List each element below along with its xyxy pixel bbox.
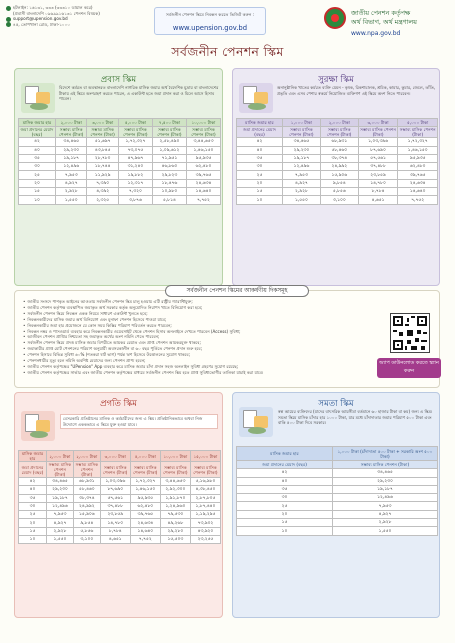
registration-box [154, 7, 266, 35]
pension-value-cell: ৯৫,৯৩৫ [398, 154, 438, 162]
progoti-rows [19, 478, 221, 544]
pension-value-cell: ৩৪,৪৬৫ [283, 138, 321, 146]
probash-table [18, 118, 221, 205]
probash-pension-header: সম্ভাব্য মাসিক পেনশন (টাকা) [186, 127, 220, 138]
term-years-cell: ৪২ [237, 469, 333, 477]
feature-text: • পেনশন হিসাবে বিভিন্ন সুবিধা ৬০% (শতকরা ষাট ভাগ) পর্যন্ত ঋণ হিসেবে উত্তোলনের সুযোগ থাকবে; [27, 352, 191, 358]
pension-value-cell: ১৯,১৮৭ [56, 154, 87, 162]
expat-text: (প্রবাসী বাংলাদেশি ০৯৬৯৯১৬১৩১ পেনশন বিষয়ক) [13, 10, 100, 16]
probash-pension-header: সম্ভাব্য মাসিক পেনশন (টাকা) [152, 127, 186, 138]
email-icon [6, 17, 11, 22]
pension-value-cell: ১৯,১৮৭ [47, 494, 74, 502]
term-years-cell: ৪০ [19, 486, 47, 494]
term-years-cell: ১০ [237, 196, 283, 204]
table-row [237, 519, 438, 527]
pension-value-cell: ২,৯২৮ [283, 188, 321, 196]
pension-value-cell: ৫৭,৫৬১ [100, 494, 130, 502]
pension-value-cell: ২৪,৬৩৪ [130, 519, 160, 527]
progoti-panel [14, 392, 223, 618]
feature-text: • জাতীয় সংসদে পাশকৃত আইনের আওতায় সর্বজনীন পেনশন স্কিম চালু হওয়ায় এটি রাষ্ট্রীয় গ্যারান্টিযুক্ত; [27, 299, 193, 304]
pension-value-cell: ৪,৩৯২ [87, 188, 118, 196]
pension-value-cell: ৭,৯৫৩ [47, 511, 74, 519]
pension-value-cell: ১৪,৭৮০ [100, 519, 130, 527]
feature-text: • জাতীয় পেনশন কর্তৃপক্ষের সার্ভার এবং জাতীয় পেনশন কর্তৃপক্ষের মাধ্যমে সর্বজনীন পেনশন স্কিম হতে প্রাপ্ত সুবিধাভোগীর তালিকা যাচাই করা যাবে। [27, 369, 264, 375]
probash-pension-header: সম্ভাব্য মাসিক পেনশন (টাকা) [56, 127, 87, 138]
surokkha-pension-header: সম্ভাব্য মাসিক পেনশন (টাকা) [399, 127, 436, 138]
email-link[interactable]: support@upension.gov.bd [13, 16, 68, 22]
progoti-rate-col: ৫,০০০ টাকা [130, 451, 160, 462]
progoti-pension-header: সম্ভাব্য মাসিক পেনশন (টাকা) [73, 462, 100, 478]
pension-value-cell: ২৮,৭৮০ [87, 154, 118, 162]
pension-value-cell: ৩,৪৪,৬৫৩ [160, 478, 190, 486]
table-row [19, 154, 221, 162]
table-row [237, 163, 438, 171]
app-download-caption: অ্যাপ ডাউনলোড করতে স্ক্যান করুন [377, 358, 441, 378]
term-years-cell: ২৫ [237, 502, 333, 510]
pension-value-cell: ১,৫৫০ [283, 196, 321, 204]
surokkha-title: সুরক্ষা স্কিম [318, 75, 354, 85]
pension-value-cell: ৪,৯২৭ [47, 519, 74, 527]
surokkha-pension-header: সম্ভাব্য মাসিক পেনশন (টাকা) [360, 127, 397, 138]
pension-value-cell: ১,১৯,২৯৫ [190, 511, 220, 519]
pension-value-cell: ২৪,৬৩৪ [186, 179, 220, 187]
pension-value-cell: ৪,৯২৭ [333, 510, 438, 518]
pension-value-cell: ২৩,৮৫৯ [100, 511, 130, 519]
feature-text: • জাতীয় পেনশন কর্তৃপক্ষ ব্যবস্থাপিত জমাকৃত অর্থ সরকার কর্তৃক অনুমোদিত নিরাপদ খাতে বিনিয়োগ করা হবে; [27, 304, 203, 310]
pension-value-cell: ৬২,৪৮০ [130, 502, 160, 510]
pension-value-cell: ৪৩,৮৪৫ [87, 146, 118, 154]
samata-title: সমতা স্কিম [318, 399, 354, 409]
feature-item [23, 370, 365, 376]
term-years-cell: ৪২ [19, 138, 56, 146]
samata-rows [237, 469, 438, 535]
family-illustration-icon [239, 407, 273, 437]
term-years-cell: ১৫ [19, 188, 56, 196]
progoti-rate-header: মাসিক জমার হার [19, 451, 47, 462]
pension-value-cell: ৫,৮৫৬ [320, 188, 358, 196]
pension-value-cell: ২৯,২৩০ [47, 486, 74, 494]
table-row [19, 163, 221, 171]
pension-value-cell: ২৪,৯৯২ [73, 502, 100, 510]
surokkha-rate-col: ১,০০০ টাকা [283, 119, 321, 127]
pension-value-cell: ১৯,৮৮২ [118, 171, 152, 179]
pension-value-cell: ২,৫৮,৪৯০ [152, 138, 186, 146]
surokkha-description: অনানুষ্ঠানিক খাতের কর্মরত ব্যক্তি যেমন - কৃষক, রিকশাচালক, শ্রমিক, কামার, কুমার, জেলে, তাঁতি, প্রভৃতি এবং এসব পেশার স্বকর্মে নিয়োজিত ব্যক্তিগণ এই স্কিমে অংশ নিতে পারবেন। [277, 85, 436, 96]
progoti-rate-col: ৩,০০০ টাকা [100, 451, 130, 462]
pension-value-cell: ৩,৪৪,৬৫৩ [186, 138, 220, 146]
table-row [237, 196, 438, 204]
pension-value-cell: ২৯,২৮০ [160, 527, 190, 535]
features-box [14, 290, 440, 388]
pension-value-cell: ১২,৪৯৬ [47, 502, 74, 510]
progoti-pension-header: সম্ভাব্য মাসিক পেনশন (টাকা) [190, 462, 220, 478]
pension-value-cell: ১৪,৭৮০ [358, 179, 398, 187]
samata-term-header: জমা প্রদানের মেয়াদ (বছর) [237, 461, 333, 469]
pension-value-cell: ৭,৭৫২ [130, 536, 160, 544]
progoti-pension-header: সম্ভাব্য মাসিক পেনশন (টাকা) [47, 462, 74, 478]
features-list [23, 299, 365, 376]
probash-rate-col: ৫,০০০ টাকা [118, 119, 152, 127]
table-row [237, 469, 438, 477]
samata-description: স্বল্প আয়ের ব্যক্তিদের (যাদের বাৎসরিক আয়সীমা বর্তমানে ৬০ হাজার টাকা বা কম) জন্য এ স্কিম। সমতা স্কিমে মাসিক চাঁদার হার ১০০০ টাকা, যার মধ্যে চাঁদাদাতার জমার পরিমাণ ৫০০ টাকা এবং বাকি ৫০০ টাকা দিবে সরকার। [278, 409, 433, 426]
pension-value-cell: ৪৭,৯৬৭ [118, 154, 152, 162]
phone-icon [6, 6, 11, 11]
probash-description: বিদেশে কর্মরত বা অবস্থানরত বাংলাদেশি নাগরিক মাসিক জমার অর্থ বৈদেশিক মুদ্রায় বা বাংলাদেশের টাকায় এই স্কিমে অংশগ্রহণ করতে পারেন, এ একাউন্ট হতে জমা প্রদান করা ও মিলে আসে হিসাব পাবেন। [59, 85, 219, 102]
features-title: সর্বজনীন পেনশন স্কিমের আকর্ষণীয় দিকসমূহ [165, 285, 309, 297]
pension-value-cell: ৩৮,৩৭৪ [320, 154, 358, 162]
table-row [237, 179, 438, 187]
pension-value-cell: ২৩,২৫৫ [190, 536, 220, 544]
term-years-cell: ১৫ [237, 519, 333, 527]
probash-rate-col: ৩,০০০ টাকা [87, 119, 118, 127]
pension-value-cell: ১৮,৭৪৪ [87, 163, 118, 171]
probash-rate-col: ২,০০০ টাকা [56, 119, 87, 127]
pension-value-cell: ২৪,৬৩৪ [398, 179, 438, 187]
probash-pension-header: সম্ভাব্য মাসিক পেনশন (টাকা) [87, 127, 118, 138]
pension-value-cell: ১২,৪৯৬ [333, 494, 438, 502]
pension-value-cell: ৭৩,৯০২ [190, 519, 220, 527]
pension-value-cell: ১০,৯৮০ [152, 188, 186, 196]
feature-text: • নিবন্ধনকারীদের মাসিক জমার অর্থ বিনিয়োগ এবং মুনাফা পেনশন হিসেবে পাওয়া যাবে; [27, 316, 167, 322]
pension-value-cell: ৭,৯৫৩ [56, 171, 87, 179]
table-row [19, 527, 221, 535]
term-years-cell: ৪০ [19, 146, 56, 154]
probash-panel [14, 68, 223, 286]
table-row [19, 478, 221, 486]
pension-value-cell: ১৫,৯০৬ [320, 171, 358, 179]
progoti-term-header: জমা প্রদানের মেয়াদ (বছর) [19, 462, 47, 478]
pension-value-cell: ৩৪,৪৬৫ [333, 469, 438, 477]
pension-value-cell: ৭,৯৫৩ [283, 171, 321, 179]
pension-value-cell: ৪৩,৯২০ [190, 527, 220, 535]
progoti-pension-header: সম্ভাব্য মাসিক পেনশন (টাকা) [130, 462, 160, 478]
progoti-description: বেসরকারি প্রতিষ্ঠানের মালিক ও কর্মচারীদের জন্য এ স্কিম। প্রতিষ্ঠানিকভাবে অথবা নিজ উদ্যোগে এককভাবে এ স্কিমে যুক্ত হওয়া যাবে। [60, 414, 218, 429]
pension-value-cell: ১৮,৪৭৬ [152, 179, 186, 187]
probash-title: প্রবাস স্কিম [100, 75, 137, 85]
pension-value-cell: ১৯,১৮৭ [333, 485, 438, 493]
surokkha-rows [237, 138, 438, 204]
samata-rate-header: মাসিক জমার হার [237, 447, 333, 461]
pension-value-cell: ৫,৮১৪ [152, 196, 186, 204]
surokkha-rate-col: ৩,০০০ টাকা [358, 119, 398, 127]
pension-value-cell: ৭,৩২০ [118, 188, 152, 196]
pension-value-cell: ৩৪,৪৬৫ [56, 138, 87, 146]
term-years-cell: ৩৫ [237, 485, 333, 493]
term-years-cell: ৩৫ [19, 154, 56, 162]
feature-text: • সর্বজনীন পেনশন স্কিমে নিবন্ধন একক নিয়মে সাধারণ একাউন্ট খুলতে হবে; [27, 310, 148, 316]
table-row [19, 511, 221, 519]
feature-text: • আজীবন পেনশন প্রাপ্তির নিশ্চয়তা সহ জমাকৃত অর্থের অংশ নমিনি পেতে পারবেন; [27, 334, 160, 340]
probash-rate-col: ১০,০০০ টাকা [186, 119, 220, 127]
pension-value-cell: ১,৫৫০ [56, 196, 87, 204]
pension-value-cell: ৭,৯৫৩ [333, 502, 438, 510]
pension-value-cell: ৩১,২৪০ [118, 163, 152, 171]
pension-value-cell: ৮৭,৬৯০ [358, 146, 398, 154]
table-row [19, 486, 221, 494]
pension-value-cell: ৫৮,৪৬০ [73, 486, 100, 494]
term-years-cell: ৩০ [237, 494, 333, 502]
table-row [237, 527, 438, 535]
pension-value-cell: ৮৭,৬৯০ [100, 486, 130, 494]
surokkha-term-header: জমা প্রদানের মেয়াদ (বছর) [237, 127, 283, 138]
term-years-cell: ১৫ [19, 527, 47, 535]
term-years-cell: ৩৫ [237, 154, 283, 162]
progoti-rate-col: ২,০০০ টাকা [73, 451, 100, 462]
samata-panel [232, 392, 440, 618]
pension-value-cell: ৮,৭৮৪ [358, 188, 398, 196]
pension-value-cell: ৩৯,৭৬৫ [398, 171, 438, 179]
pension-value-cell: ১,৭২,৩২৭ [118, 138, 152, 146]
address-row [6, 22, 124, 28]
surokkha-rate-col: ২,০০০ টাকা [320, 119, 358, 127]
term-years-cell: ১০ [19, 536, 47, 544]
term-years-cell: ২০ [19, 519, 47, 527]
pension-value-cell: ৮,৭৮৪ [100, 527, 130, 535]
samata-rate-col: ১,০০০ টাকা (চাঁদাদাতা ৫০০ টাকা + সরকারি অংশ ৫০০ টাকা) [333, 447, 438, 461]
pension-value-cell: ২৩,৮৫৯ [358, 171, 398, 179]
samata-pension-header: সম্ভাব্য মাসিক পেনশন (টাকা) [333, 461, 438, 469]
pension-value-cell: ৫৮,৪৬০ [320, 146, 358, 154]
pension-value-cell: ৪,৬৫১ [358, 196, 398, 204]
samata-table [236, 446, 438, 536]
workers-illustration-icon [239, 83, 273, 113]
feature-text: • নিবন্ধন নম্বর ও পাসওয়ার্ড ব্যবহার করে নিবন্ধনকারীর ওয়েবসাইট থেকে পেনশন হিসাব অনলাইনে দেখতে পারবেন (Access) সুবিধা; [27, 328, 241, 334]
table-row [237, 485, 438, 493]
table-row [19, 138, 221, 146]
term-years-cell: ২৫ [19, 511, 47, 519]
term-years-cell: ৪২ [19, 478, 47, 486]
pension-value-cell: ২৯,৮২৩ [152, 171, 186, 179]
term-years-cell: ২৫ [19, 171, 56, 179]
pension-value-cell: ২৯,২৩০ [56, 146, 87, 154]
term-years-cell: ১৫ [237, 188, 283, 196]
pension-value-cell: ৫,৮৫৬ [73, 527, 100, 535]
pension-value-cell: ১,৭২,৩২৭ [398, 138, 438, 146]
hotline-text: হটলাইন: ১৬১৩১, ৩৩৩ (৩৩৩১০ ডায়াল করে) [13, 5, 93, 10]
authority-block [324, 5, 449, 39]
pension-value-cell: ২৪,৯৯২ [320, 163, 358, 171]
pension-value-cell: ১৪,৬৪০ [130, 527, 160, 535]
pension-value-cell: ১,৪৬,১৫০ [130, 486, 160, 494]
pension-value-cell: ২,৯২৮ [56, 188, 87, 196]
qr-code-icon[interactable] [390, 313, 430, 353]
probash-term-header: জমা প্রদানের মেয়াদ (বছর) [19, 127, 56, 138]
pension-value-cell: ৩৯,৭৬৫ [130, 511, 160, 519]
npa-link[interactable]: www.npa.gov.bd [351, 30, 401, 37]
pension-value-cell: ১৯,১৮৭ [283, 154, 321, 162]
term-years-cell: ৩০ [19, 502, 47, 510]
pension-value-cell: ২,৮৭,৮০৫ [190, 494, 220, 502]
pension-value-cell: ৬৮,৯৩১ [320, 138, 358, 146]
pension-value-cell: ১১,৯২৯ [87, 171, 118, 179]
pension-value-cell: ১,০৩,৩৯৬ [358, 138, 398, 146]
pension-value-cell: ২,৯২৮ [333, 519, 438, 527]
probash-rate-col: ৭,৫০০ টাকা [152, 119, 186, 127]
table-row [237, 510, 438, 518]
table-row [237, 171, 438, 179]
table-row [19, 171, 221, 179]
probash-pension-header: সম্ভাব্য মাসিক পেনশন (টাকা) [118, 127, 152, 138]
table-row [19, 188, 221, 196]
table-row [19, 146, 221, 154]
pension-value-cell: ১,৪৬,১৫০ [186, 146, 220, 154]
ministry-name: অর্থ বিভাগ, অর্থ মন্ত্রণালয় [351, 18, 417, 26]
table-row [237, 146, 438, 154]
table-row [19, 519, 221, 527]
pension-value-cell: ৩৮,৩৭৪ [73, 494, 100, 502]
pension-value-cell: ৪,৬৫১ [100, 536, 130, 544]
progoti-pension-header: সম্ভাব্য মাসিক পেনশন (টাকা) [100, 462, 130, 478]
pension-value-cell: ১২,৪৯৬ [56, 163, 87, 171]
pension-value-cell: ৪৯,২৬৮ [160, 519, 190, 527]
pension-value-cell: ১,৪৬,১৫০ [398, 146, 438, 154]
surokkha-rate-header: মাসিক জমার হার [237, 119, 283, 127]
table-row [237, 494, 438, 502]
table-row [237, 502, 438, 510]
probash-rate-header: মাসিক জমার হার [19, 119, 56, 127]
term-years-cell: ৩৫ [19, 494, 47, 502]
header [6, 5, 449, 39]
pension-value-cell: ৭১,৯৫১ [152, 154, 186, 162]
table-row [237, 188, 438, 196]
pension-value-cell: ৭,৭৫২ [186, 196, 220, 204]
term-years-cell: ৩০ [237, 163, 283, 171]
pension-value-cell: ৪,৯২৭ [56, 179, 87, 187]
pension-value-cell: ৪,৯২৭ [283, 179, 321, 187]
pension-value-cell: ৩,১০০ [320, 196, 358, 204]
pension-value-cell: ২৯,২৩০ [333, 477, 438, 485]
pension-value-cell: ১২,৪৯৬ [283, 163, 321, 171]
surokkha-pension-header: সম্ভাব্য মাসিক পেনশন (টাকা) [283, 127, 321, 138]
pension-value-cell: ২,৯২,৩০০ [160, 486, 190, 494]
probash-rows [19, 138, 221, 204]
pension-value-cell: ১,৯১,৮৭০ [160, 494, 190, 502]
pension-value-cell: ৩,৮৭৬ [118, 196, 152, 204]
progoti-pension-header: সম্ভাব্য মাসিক পেনশন (টাকা) [160, 462, 190, 478]
feature-text: • জাতীয় পেনশন কর্তৃপক্ষের "UPension" App ব্যবহার করে মাসিক জমার চাঁদা প্রদান সহজ অনলাইন সুবিধা গ্রহণের সুযোগ রয়েছে; [27, 363, 239, 369]
pension-value-cell: ৬২,৪৮০ [398, 163, 438, 171]
surokkha-pension-header: সম্ভাব্য মাসিক পেনশন (টাকা) [320, 127, 358, 138]
pension-value-cell: ২৯,২৩০ [283, 146, 321, 154]
pension-value-cell: ৩,১০০ [73, 536, 100, 544]
pension-value-cell: ১,২৪,৯৬০ [160, 502, 190, 510]
upension-link[interactable]: www.upension.gov.bd [172, 24, 248, 32]
pension-value-cell: ৩৭,৪৮৮ [358, 163, 398, 171]
pension-value-cell: ৬২,৪৮০ [186, 163, 220, 171]
feature-text: • সর্বজনীন পেনশন স্কিমে প্রদত্ত মাসিক জমার বিপরীতে আয়কর রেয়াত এবং প্রাপ্ত পেনশন আয়করমুক্ত থাকবে; [27, 340, 201, 346]
table-row [19, 502, 221, 510]
pension-value-cell: ১,৮৭,৪৪০ [190, 502, 220, 510]
pension-value-cell: ৭,৩৯০ [87, 179, 118, 187]
surokkha-panel [232, 68, 440, 286]
table-row [237, 138, 438, 146]
table-row [19, 494, 221, 502]
feature-text: • জমাকারীর প্রাপ্ত মোট পেনশনের পরিমাণ অনুযায়ী অবসরকালীন বা ৬০ বছর পূর্তিতে পেনশন প্রদান শুরু হবে; [27, 346, 203, 352]
pension-value-cell: ৭,৭৫২ [398, 196, 438, 204]
pension-value-cell: ২,৩২৫ [87, 196, 118, 204]
term-years-cell: ৩০ [19, 163, 56, 171]
term-years-cell: ৪০ [237, 477, 333, 485]
location-icon [6, 22, 11, 27]
pension-value-cell: ৫১,৬৯৭ [87, 138, 118, 146]
pension-value-cell: ৩৯,৭৬৫ [186, 171, 220, 179]
term-years-cell: ৪০ [237, 146, 283, 154]
pension-value-cell: ৫,১৬,৯৮০ [190, 478, 220, 486]
pension-value-cell: ৭৩,০৭৫ [118, 146, 152, 154]
surokkha-rate-col: ৫,০০০ টাকা [398, 119, 438, 127]
pension-value-cell: ৯,৮৫৪ [73, 519, 100, 527]
employees-illustration-icon [21, 411, 55, 441]
term-years-cell: ২৫ [237, 171, 283, 179]
term-years-cell: ২০ [237, 179, 283, 187]
term-years-cell: ২০ [237, 510, 333, 518]
pension-value-cell: ৯৫,৯৩৫ [130, 494, 160, 502]
pension-value-cell: ৪৬,৮৬০ [152, 163, 186, 171]
pension-value-cell: ২,৯২৮ [47, 527, 74, 535]
pension-value-cell: ১৪,৬৪০ [186, 188, 220, 196]
term-years-cell: ৪২ [237, 138, 283, 146]
progoti-table [18, 450, 221, 544]
surokkha-table [236, 118, 438, 205]
pension-value-cell: ১,৫৫০ [333, 527, 438, 535]
pension-value-cell: ১,৭২,৩২৭ [130, 478, 160, 486]
feature-text: • নিবন্ধনকারীর জমা হার প্রয়োজনে যে কোন সময় কিস্তির পরিমাণ পরিবর্তন করতে পারবেন; [27, 322, 172, 328]
term-years-cell: ১০ [19, 196, 56, 204]
pension-value-cell: ৬৮,৯৩১ [73, 478, 100, 486]
term-years-cell: ১০ [237, 527, 333, 535]
table-row [237, 477, 438, 485]
pension-value-cell: ১৫,৫০৩ [160, 536, 190, 544]
pension-value-cell: ৩৭,৪৮৮ [100, 502, 130, 510]
pension-value-cell: ১,০৯,৬১২ [152, 146, 186, 154]
address-text: ৪৫, তোপখানা রোড, ঢাকা-১০০০ [13, 21, 71, 27]
table-row [19, 196, 221, 204]
government-logo-icon [324, 7, 346, 29]
progoti-rate-col: ২,০০০ টাকা [47, 451, 74, 462]
pension-value-cell: ১৪,৬৪০ [398, 188, 438, 196]
authority-name: জাতীয় পেনশন কর্তৃপক্ষ [351, 9, 411, 17]
page-title: সর্বজনীন পেনশন স্কিম [171, 44, 284, 59]
registration-text: সর্বজনীন পেনশন স্কিমে নিবন্ধন করতে ভিজিট করুন : [165, 12, 255, 17]
progoti-title: প্রগতি স্কিম [100, 399, 137, 409]
table-row [19, 536, 221, 544]
passport-illustration-icon [21, 83, 55, 113]
pension-value-cell: ৯,৮৫৪ [320, 179, 358, 187]
table-row [19, 179, 221, 187]
progoti-rate-col: ১৫,০০০ টাকা [190, 451, 220, 462]
pension-value-cell: ৯৫,৯৩৫ [186, 154, 220, 162]
pension-value-cell: ৪,৩৮,৪৫০ [190, 486, 220, 494]
progoti-rate-col: ১০,০০০ টাকা [160, 451, 190, 462]
pension-value-cell: ১২,৩১৭ [118, 179, 152, 187]
pension-value-cell: ৫৭,৫৬১ [358, 154, 398, 162]
pension-value-cell: ৭৯,৫৩০ [160, 511, 190, 519]
pension-value-cell: ৩৪,৪৬৫ [47, 478, 74, 486]
pension-value-cell: ১,৫৫০ [47, 536, 74, 544]
pension-value-cell: ১৫,৯০৬ [73, 511, 100, 519]
feature-text: • পেনশনধারীর মৃত্যু হলে নমিনি অবশিষ্ট মেয়াদের জন্য পেনশন প্রাপ্য হবেন; [27, 358, 146, 364]
pension-value-cell: ১,০৩,৩৯৬ [100, 478, 130, 486]
table-row [237, 154, 438, 162]
contact-block [6, 5, 124, 27]
term-years-cell: ২০ [19, 179, 56, 187]
